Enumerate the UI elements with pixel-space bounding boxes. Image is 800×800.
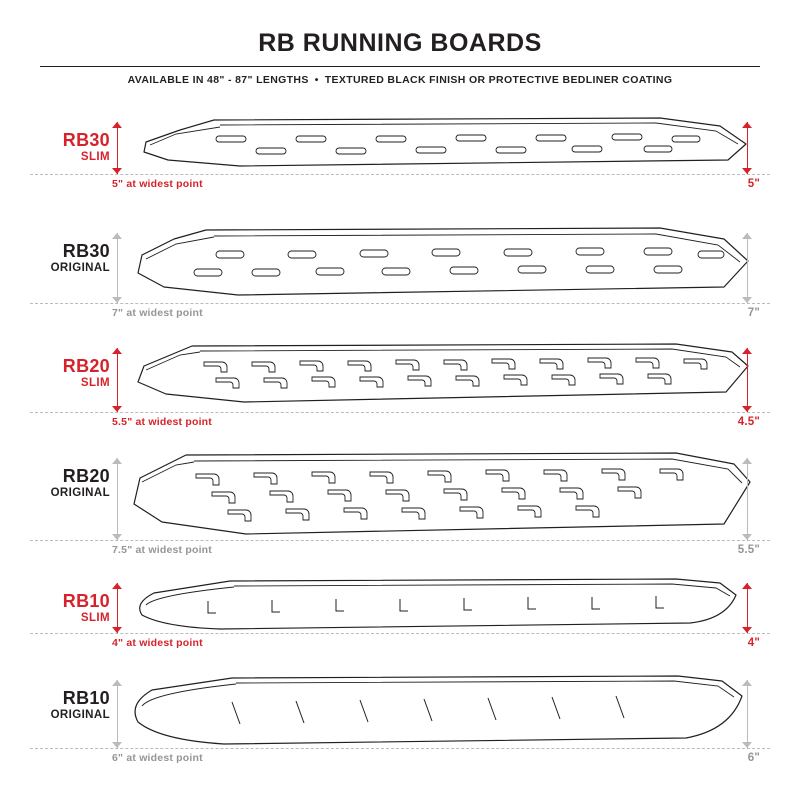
baseline-rb10-slim xyxy=(30,633,770,634)
board-illustration-rb20-original xyxy=(120,450,760,551)
height-measure-left-rb10-slim xyxy=(112,583,124,633)
height-measure-left-rb30-slim xyxy=(112,122,124,174)
variant-name: SLIM xyxy=(80,612,110,624)
model-name: RB10 xyxy=(62,591,110,611)
height-measure-right-rb10-slim xyxy=(742,583,754,633)
variant-name: ORIGINAL xyxy=(50,262,110,274)
baseline-rb20-original xyxy=(30,540,770,541)
variant-name: ORIGINAL xyxy=(50,487,110,499)
row-label-rb20-original xyxy=(30,466,110,500)
board-row-rb30-slim xyxy=(0,114,800,206)
model-name: RB30 xyxy=(62,241,110,261)
height-measure-right-rb20-original xyxy=(742,458,754,540)
width-dimension-rb30-slim: 5" at widest point xyxy=(112,178,203,190)
height-measure-left-rb10-original xyxy=(112,680,124,748)
height-measure-right-rb30-original xyxy=(742,233,754,303)
baseline-rb30-slim xyxy=(30,174,770,175)
board-row-rb10-slim xyxy=(0,575,800,660)
model-name: RB30 xyxy=(62,130,110,150)
page-subtitle xyxy=(40,67,760,86)
height-measure-right-rb10-original xyxy=(742,680,754,748)
width-dimension-rb10-original: 6" at widest point xyxy=(112,752,203,764)
row-label-rb10-original xyxy=(30,688,110,722)
variant-name: SLIM xyxy=(80,377,110,389)
height-measure-right-rb20-slim xyxy=(742,348,754,412)
height-dimension-rb30-slim: 5" xyxy=(747,178,760,190)
row-label-rb20-slim xyxy=(30,356,110,390)
height-measure-right-rb30-slim xyxy=(742,122,754,174)
height-dimension-rb30-original: 7" xyxy=(747,307,760,319)
height-dimension-rb20-original: 5.5" xyxy=(737,544,760,556)
height-dimension-rb10-slim: 4" xyxy=(747,637,760,649)
page-title: RB RUNNING BOARDS xyxy=(258,29,542,57)
subtitle-finish: TEXTURED BLACK FINISH OR PROTECTIVE BEDLINER COATING xyxy=(324,74,673,86)
board-row-rb20-original xyxy=(0,450,800,565)
variant-name: SLIM xyxy=(80,151,110,163)
model-name: RB20 xyxy=(62,466,110,486)
height-dimension-rb20-slim: 4.5" xyxy=(737,416,760,428)
row-label-rb30-slim xyxy=(30,130,110,164)
height-dimension-rb10-original: 6" xyxy=(747,752,760,764)
height-measure-left-rb20-original xyxy=(112,458,124,540)
height-measure-left-rb20-slim xyxy=(112,348,124,412)
variant-name: ORIGINAL xyxy=(50,709,110,721)
width-dimension-rb10-slim: 4" at widest point xyxy=(112,637,203,649)
board-row-rb20-slim xyxy=(0,340,800,440)
baseline-rb10-original xyxy=(30,748,770,749)
model-name: RB10 xyxy=(62,688,110,708)
subtitle-lengths: AVAILABLE IN 48" - 87" LENGTHS xyxy=(127,74,309,86)
width-dimension-rb20-slim: 5.5" at widest point xyxy=(112,416,212,428)
board-illustration-rb30-original xyxy=(120,225,760,318)
height-measure-left-rb30-original xyxy=(112,233,124,303)
subtitle-separator: • xyxy=(314,74,319,86)
page-header xyxy=(40,28,760,86)
baseline-rb30-original xyxy=(30,303,770,304)
width-dimension-rb30-original: 7" at widest point xyxy=(112,307,203,319)
baseline-rb20-slim xyxy=(30,412,770,413)
board-illustration-rb30-slim xyxy=(120,114,760,189)
row-label-rb10-slim xyxy=(30,591,110,625)
board-row-rb10-original xyxy=(0,672,800,772)
model-name: RB20 xyxy=(62,356,110,376)
width-dimension-rb20-original: 7.5" at widest point xyxy=(112,544,212,556)
board-row-rb30-original xyxy=(0,225,800,330)
row-label-rb30-original xyxy=(30,241,110,275)
